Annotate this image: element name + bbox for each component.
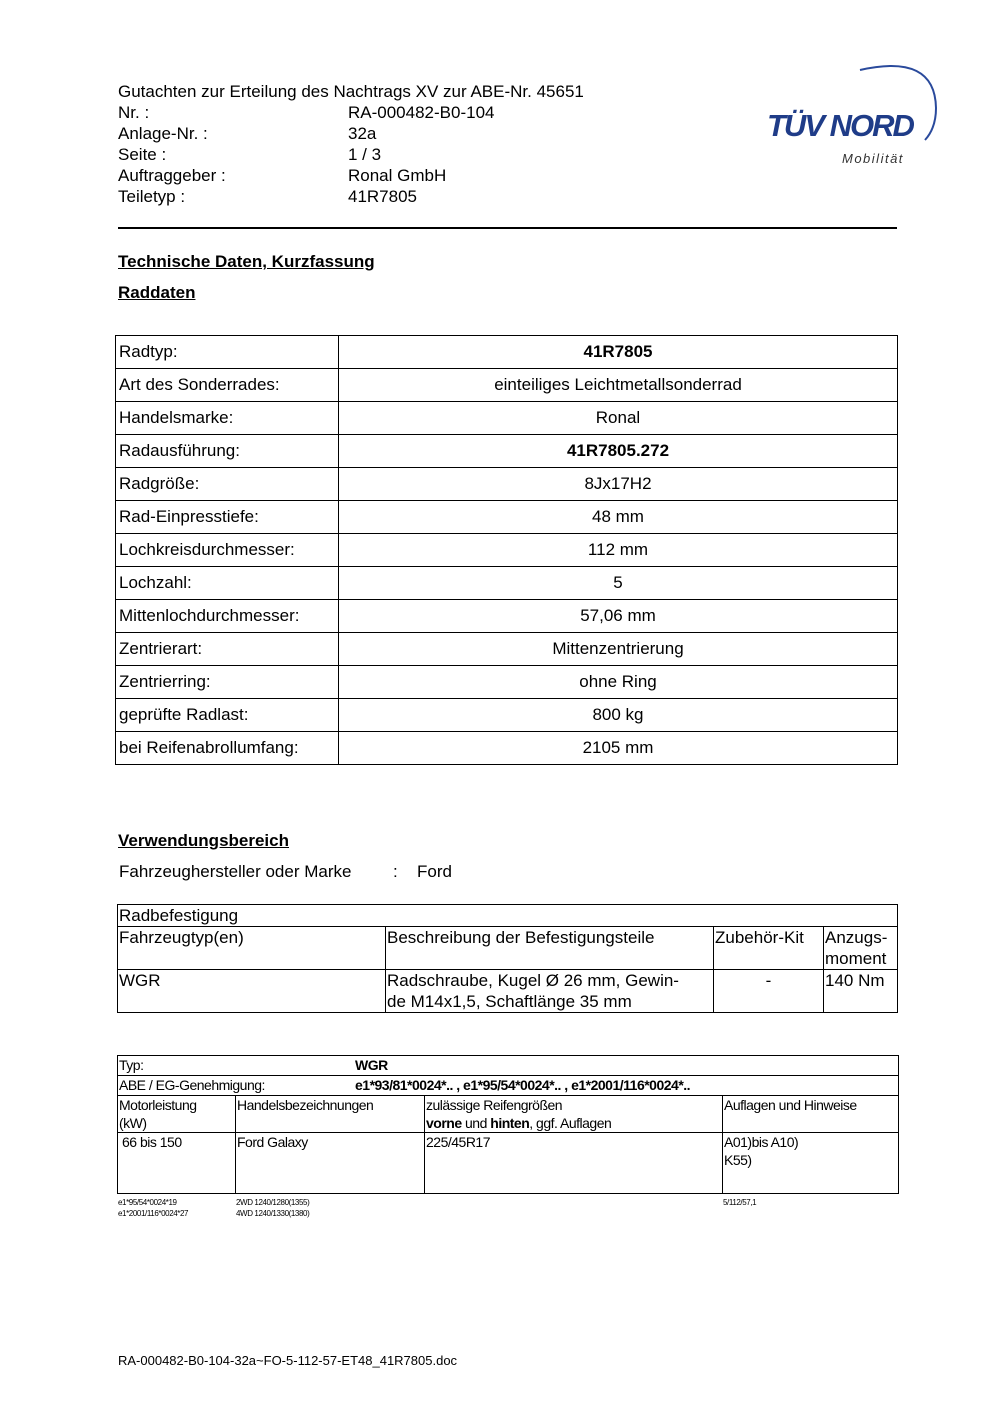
- vehicle-handels: Ford Galaxy: [236, 1133, 425, 1194]
- vehicle-motor: 66 bis 150: [118, 1133, 236, 1194]
- header-label-nr: Nr. :: [118, 103, 150, 122]
- header-divider: [118, 227, 897, 229]
- header-label-auftraggeber: Auftraggeber :: [118, 166, 226, 185]
- tuev-nord-logo: [760, 58, 945, 173]
- hersteller-label: Fahrzeughersteller oder Marke: [119, 862, 352, 881]
- hersteller-value: Ford: [417, 862, 452, 881]
- vehicle-abe-value: e1*93/81*0024*.. , e1*95/54*0024*.. , e1*2001/116*0024*..: [355, 1077, 691, 1093]
- befestigung-beschreibung: [386, 970, 714, 1013]
- vehicle-abe-label: ABE / EG-Genehmigung:: [119, 1077, 265, 1093]
- table-row: [116, 699, 898, 732]
- befestigung-title: Radbefestigung: [118, 905, 898, 927]
- smallprint-genehmigung-1: e1*95/54*0024*19: [118, 1198, 177, 1207]
- vehicle-header-reifen-vorne: vorne: [426, 1115, 462, 1131]
- raddaten-value: Mittenzentrierung: [339, 633, 898, 666]
- header-value-auftraggeber: Ronal GmbH: [348, 166, 447, 185]
- table-row: [116, 501, 898, 534]
- header-label-anlage: Anlage-Nr. :: [118, 124, 208, 143]
- raddaten-table: [115, 335, 898, 765]
- vehicle-header-reifen: [425, 1096, 723, 1133]
- befestigung-desc-line2: de M14x1,5, Schaftlänge 35 mm: [387, 992, 632, 1011]
- vehicle-header-motor-line2: (kW): [119, 1115, 147, 1131]
- section-verwendungsbereich: Verwendungsbereich: [118, 831, 289, 850]
- raddaten-value: 112 mm: [339, 534, 898, 567]
- raddaten-label: Rad-Einpresstiefe:: [116, 501, 339, 534]
- header-value-teiletyp: 41R7805: [348, 187, 418, 206]
- raddaten-value: 800 kg: [339, 699, 898, 732]
- table-row: [116, 468, 898, 501]
- raddaten-label: Radtyp:: [116, 336, 339, 369]
- befestigung-header-moment-line2: moment: [825, 949, 887, 968]
- raddaten-value: 48 mm: [339, 501, 898, 534]
- table-row: [118, 1056, 899, 1076]
- befestigung-desc-line1: Radschraube, Kugel Ø 26 mm, Gewin-: [387, 971, 679, 990]
- vehicle-header-reifen-und: und: [461, 1115, 491, 1131]
- table-row: [118, 1096, 899, 1133]
- befestigung-kit: -: [714, 970, 824, 1013]
- footer-filename: RA-000482-B0-104-32a~FO-5-112-57-ET48_41R7805.doc: [118, 1353, 458, 1368]
- befestigung-table: [117, 904, 898, 1013]
- vehicle-abe-row: [118, 1076, 899, 1096]
- befestigung-header-typ: Fahrzeugtyp(en): [118, 927, 386, 970]
- raddaten-value: 57,06 mm: [339, 600, 898, 633]
- vehicle-table: [117, 1055, 899, 1194]
- befestigung-typ: WGR: [118, 970, 386, 1013]
- table-row: [118, 1076, 899, 1096]
- logo-brand: TÜV NORD: [767, 108, 913, 143]
- table-row: [118, 905, 898, 927]
- raddaten-value: 41R7805: [339, 336, 898, 369]
- table-row: [118, 970, 898, 1013]
- table-row: [116, 732, 898, 765]
- smallprint-lochkreis: 5/112/57,1: [723, 1198, 757, 1207]
- vehicle-header-handels: Handelsbezeichnungen: [236, 1096, 425, 1133]
- befestigung-moment: 140 Nm: [824, 970, 898, 1013]
- table-row: [116, 435, 898, 468]
- befestigung-header-kit: Zubehör-Kit: [714, 927, 824, 970]
- vehicle-header-motor-line1: Motorleistung: [119, 1097, 197, 1113]
- logo-subtitle: Mobilität: [842, 151, 904, 166]
- vehicle-reifen: 225/45R17: [425, 1133, 723, 1194]
- header-value-seite: 1 / 3: [348, 145, 382, 164]
- table-row: [116, 666, 898, 699]
- raddaten-value: 8Jx17H2: [339, 468, 898, 501]
- raddaten-value: 5: [339, 567, 898, 600]
- header-label-teiletyp: Teiletyp :: [118, 187, 186, 206]
- smallprint-achslast-1: 2WD 1240/1280(1355): [236, 1198, 310, 1207]
- raddaten-label: bei Reifenabrollumfang:: [116, 732, 339, 765]
- table-row: [116, 567, 898, 600]
- vehicle-header-auflagen: Auflagen und Hinweise: [723, 1096, 899, 1133]
- vehicle-typ-row: [118, 1056, 899, 1076]
- vehicle-auflagen: [723, 1133, 899, 1194]
- vehicle-typ-label: Typ:: [119, 1057, 144, 1073]
- vehicle-auflagen-line1: A01)bis A10): [724, 1134, 799, 1150]
- table-row: [116, 534, 898, 567]
- smallprint-achslast-2: 4WD 1240/1330(1380): [236, 1209, 310, 1218]
- hersteller-separator: :: [393, 862, 398, 881]
- smallprint-genehmigung-2: e1*2001/116*0024*27: [118, 1209, 189, 1218]
- vehicle-header-reifen-rest: , ggf. Auflagen: [529, 1115, 612, 1131]
- raddaten-value: 2105 mm: [339, 732, 898, 765]
- vehicle-header-motor: [118, 1096, 236, 1133]
- raddaten-value: 41R7805.272: [339, 435, 898, 468]
- raddaten-label: Lochkreisdurchmesser:: [116, 534, 339, 567]
- raddaten-label: Mittenlochdurchmesser:: [116, 600, 339, 633]
- befestigung-header-beschreibung: Beschreibung der Befestigungsteile: [386, 927, 714, 970]
- table-row: [118, 1133, 899, 1194]
- befestigung-header-moment: [824, 927, 898, 970]
- table-row: [116, 633, 898, 666]
- vehicle-typ-value: WGR: [355, 1057, 388, 1073]
- header-label-seite: Seite :: [118, 145, 167, 164]
- raddaten-value: ohne Ring: [339, 666, 898, 699]
- vehicle-header-reifen-line2: [426, 1114, 721, 1132]
- vehicle-header-reifen-line1: zulässige Reifengrößen: [426, 1097, 563, 1113]
- raddaten-label: Lochzahl:: [116, 567, 339, 600]
- raddaten-label: Handelsmarke:: [116, 402, 339, 435]
- raddaten-label: Radgröße:: [116, 468, 339, 501]
- befestigung-header-moment-line1: Anzugs-: [825, 928, 888, 947]
- vehicle-header-reifen-hinten: hinten: [490, 1115, 530, 1131]
- section-raddaten: Raddaten: [118, 283, 196, 302]
- raddaten-label: Zentrierart:: [116, 633, 339, 666]
- table-row: [116, 402, 898, 435]
- raddaten-label: geprüfte Radlast:: [116, 699, 339, 732]
- raddaten-label: Radausführung:: [116, 435, 339, 468]
- vehicle-auflagen-line2: K55): [724, 1152, 752, 1168]
- section-technische-daten: Technische Daten, Kurzfassung: [118, 252, 375, 271]
- raddaten-label: Art des Sonderrades:: [116, 369, 339, 402]
- document-title: Gutachten zur Erteilung des Nachtrags XV zur ABE-Nr. 45651: [118, 82, 584, 101]
- raddaten-value: Ronal: [339, 402, 898, 435]
- table-row: [116, 369, 898, 402]
- raddaten-label: Zentrierring:: [116, 666, 339, 699]
- table-row: [116, 336, 898, 369]
- header-value-anlage: 32a: [348, 124, 377, 143]
- raddaten-value: einteiliges Leichtmetallsonderrad: [339, 369, 898, 402]
- header-value-nr: RA-000482-B0-104: [348, 103, 495, 122]
- table-row: [116, 600, 898, 633]
- table-row: [118, 927, 898, 970]
